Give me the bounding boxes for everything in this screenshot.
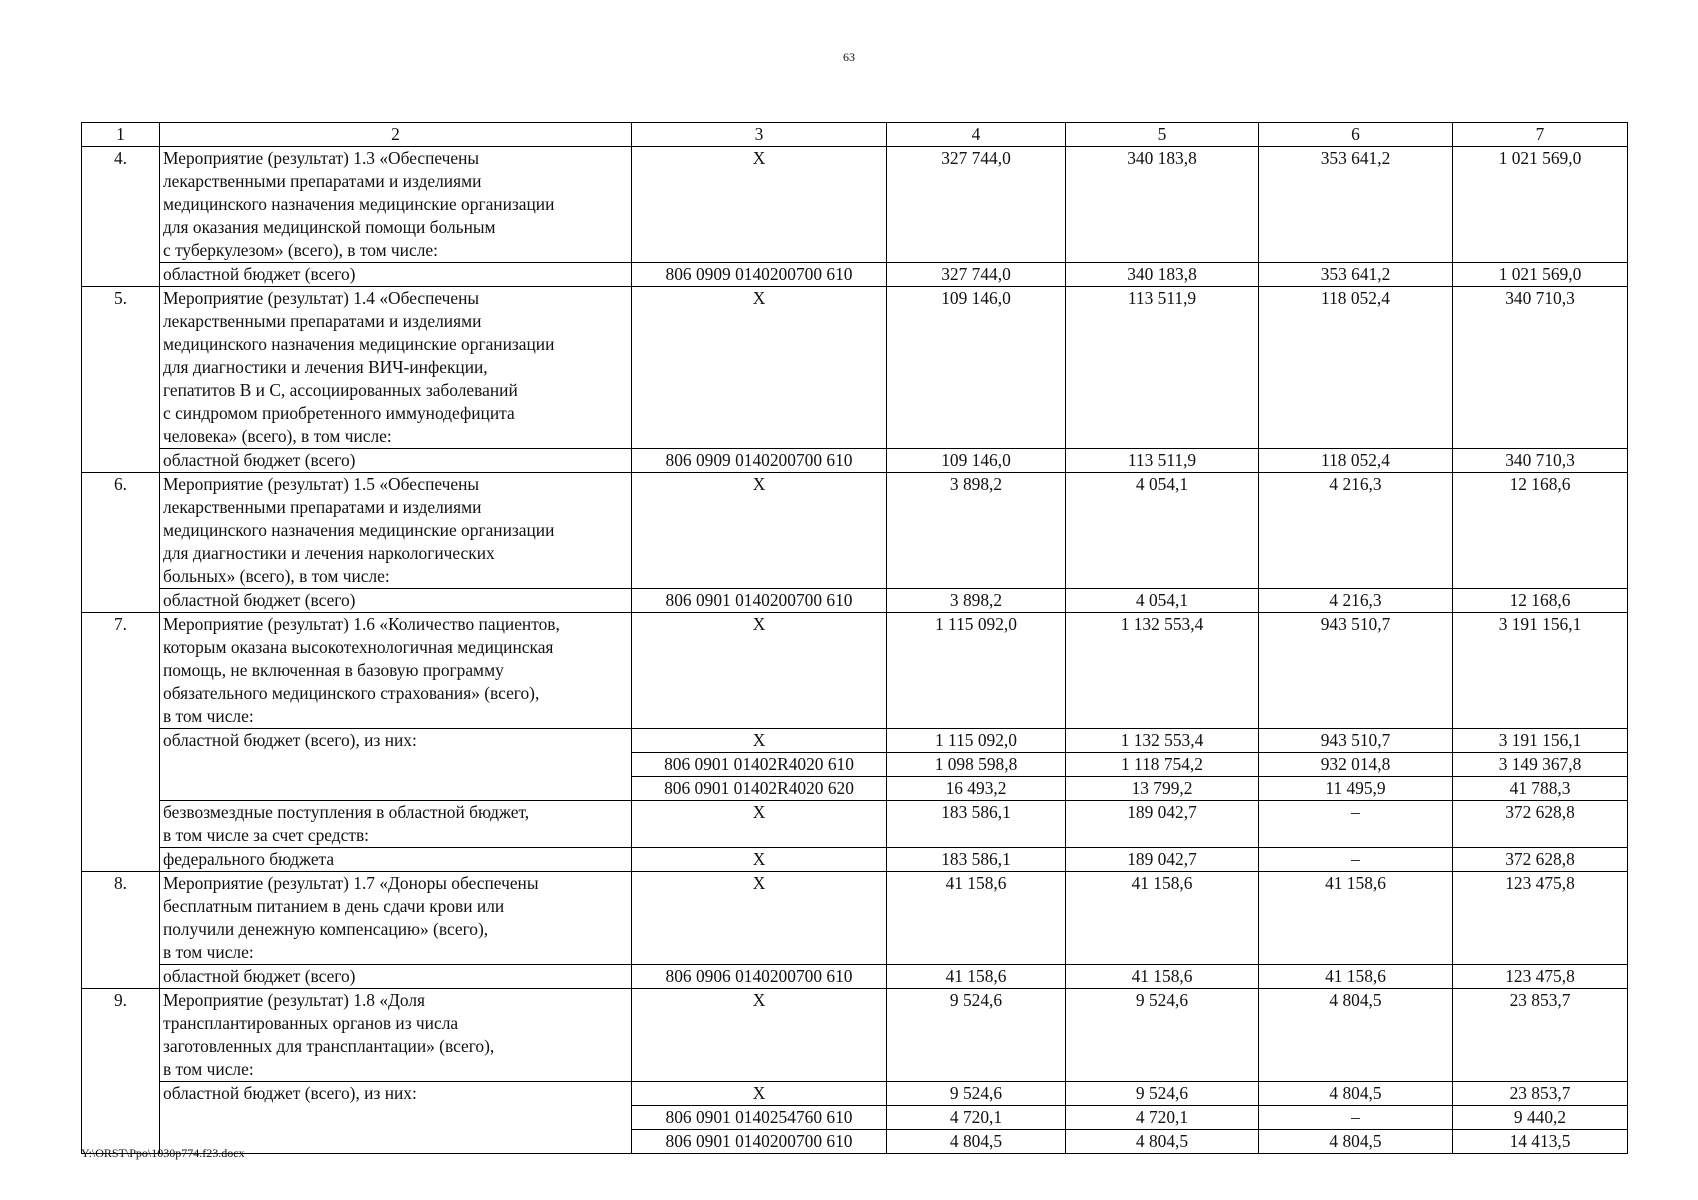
table-row <box>82 1082 1628 1106</box>
code-cell: 806 0909 0140200700 610 <box>632 449 887 473</box>
value-cell: 353 641,2 <box>1259 263 1453 287</box>
description-cell: областной бюджет (всего) <box>160 589 632 613</box>
code-cell: 806 0906 0140200700 610 <box>632 965 887 989</box>
value-cell: 3 191 156,1 <box>1453 613 1628 729</box>
value-cell: 183 586,1 <box>887 801 1066 848</box>
code-cell: X <box>632 729 887 753</box>
value-cell: 23 853,7 <box>1453 989 1628 1082</box>
value-cell: 1 098 598,8 <box>887 753 1066 777</box>
file-path-footer: Y:\ORST\Ppo\1030p774.f23.docx <box>81 1146 245 1160</box>
table-row <box>82 989 1628 1082</box>
value-cell: 943 510,7 <box>1259 613 1453 729</box>
value-cell: 943 510,7 <box>1259 729 1453 753</box>
header-cell: 5 <box>1066 123 1259 147</box>
value-cell: 123 475,8 <box>1453 872 1628 965</box>
row-number-cell: 9. <box>82 989 160 1154</box>
value-cell: 1 021 569,0 <box>1453 147 1628 263</box>
code-cell: X <box>632 801 887 848</box>
budget-table <box>81 122 1628 1154</box>
table-row <box>82 449 1628 473</box>
value-cell: 3 898,2 <box>887 589 1066 613</box>
description-cell: областной бюджет (всего) <box>160 263 632 287</box>
table-row <box>82 848 1628 872</box>
header-cell: 3 <box>632 123 887 147</box>
description-cell: областной бюджет (всего) <box>160 965 632 989</box>
description-cell: Мероприятие (результат) 1.5 «Обеспечены лекарственными препаратами и изделиями медицинского назначения медицинские организации для диагностики и лечения наркологических больных» (всего), в том числе: <box>160 473 632 589</box>
value-cell: 4 720,1 <box>887 1106 1066 1130</box>
description-cell: Мероприятие (результат) 1.4 «Обеспечены лекарственными препаратами и изделиями медицинского назначения медицинские организации для диагностики и лечения ВИЧ-инфекции, гепатитов B и C, ассоциированных заболеваний с синдромом приобретенного иммунодефицита человека» (всего), в том числе: <box>160 287 632 449</box>
value-cell: 4 216,3 <box>1259 473 1453 589</box>
row-number-cell: 5. <box>82 287 160 473</box>
value-cell: 16 493,2 <box>887 777 1066 801</box>
description-cell: областной бюджет (всего) <box>160 449 632 473</box>
description-cell: областной бюджет (всего), из них: <box>160 1082 632 1154</box>
description-cell: Мероприятие (результат) 1.6 «Количество пациентов, которым оказана высокотехнологичная медицинская помощь, не включенная в базовую программу обязательного медицинского страхования» (всего), в том числе: <box>160 613 632 729</box>
value-cell: 41 158,6 <box>887 965 1066 989</box>
value-cell: 118 052,4 <box>1259 287 1453 449</box>
value-cell: 12 168,6 <box>1453 589 1628 613</box>
header-cell: 7 <box>1453 123 1628 147</box>
value-cell: 113 511,9 <box>1066 287 1259 449</box>
value-cell: 1 115 092,0 <box>887 613 1066 729</box>
value-cell: 123 475,8 <box>1453 965 1628 989</box>
value-cell: 41 788,3 <box>1453 777 1628 801</box>
header-cell: 2 <box>160 123 632 147</box>
table-row <box>82 872 1628 965</box>
table-row <box>82 613 1628 729</box>
value-cell: 9 524,6 <box>887 1082 1066 1106</box>
value-cell: 340 710,3 <box>1453 449 1628 473</box>
value-cell: 189 042,7 <box>1066 848 1259 872</box>
value-cell: 327 744,0 <box>887 147 1066 263</box>
code-cell: 806 0901 01402R4020 610 <box>632 753 887 777</box>
table-row <box>82 729 1628 753</box>
value-cell: 41 158,6 <box>887 872 1066 965</box>
value-cell: 340 183,8 <box>1066 263 1259 287</box>
value-cell: 9 524,6 <box>887 989 1066 1082</box>
code-cell: 806 0901 01402R4020 620 <box>632 777 887 801</box>
value-cell: – <box>1259 801 1453 848</box>
value-cell: 9 524,6 <box>1066 989 1259 1082</box>
value-cell: 109 146,0 <box>887 449 1066 473</box>
value-cell: 4 804,5 <box>1259 1082 1453 1106</box>
code-cell: X <box>632 613 887 729</box>
header-cell: 1 <box>82 123 160 147</box>
table-row <box>82 473 1628 589</box>
value-cell: 4 804,5 <box>887 1130 1066 1154</box>
code-cell: 806 0901 0140200700 610 <box>632 589 887 613</box>
row-number-cell: 4. <box>82 147 160 287</box>
value-cell: – <box>1259 848 1453 872</box>
value-cell: 3 898,2 <box>887 473 1066 589</box>
header-cell: 6 <box>1259 123 1453 147</box>
value-cell: 4 804,5 <box>1066 1130 1259 1154</box>
value-cell: 1 115 092,0 <box>887 729 1066 753</box>
value-cell: 14 413,5 <box>1453 1130 1628 1154</box>
value-cell: 372 628,8 <box>1453 801 1628 848</box>
value-cell: 118 052,4 <box>1259 449 1453 473</box>
value-cell: 4 804,5 <box>1259 1130 1453 1154</box>
table-row <box>82 589 1628 613</box>
code-cell: X <box>632 1082 887 1106</box>
code-cell: X <box>632 989 887 1082</box>
description-cell: Мероприятие (результат) 1.7 «Доноры обеспечены бесплатным питанием в день сдачи крови или получили денежную компенсацию» (всего), в том числе: <box>160 872 632 965</box>
value-cell: 11 495,9 <box>1259 777 1453 801</box>
value-cell: 9 440,2 <box>1453 1106 1628 1130</box>
value-cell: 41 158,6 <box>1066 965 1259 989</box>
value-cell: 1 132 553,4 <box>1066 613 1259 729</box>
value-cell: 41 158,6 <box>1066 872 1259 965</box>
description-cell: Мероприятие (результат) 1.8 «Доля трансплантированных органов из числа заготовленных для трансплантации» (всего), в том числе: <box>160 989 632 1082</box>
code-cell: 806 0901 0140254760 610 <box>632 1106 887 1130</box>
value-cell: 4 054,1 <box>1066 589 1259 613</box>
value-cell: 9 524,6 <box>1066 1082 1259 1106</box>
table-row <box>82 801 1628 848</box>
description-cell: федерального бюджета <box>160 848 632 872</box>
code-cell: X <box>632 147 887 263</box>
value-cell: 41 158,6 <box>1259 872 1453 965</box>
value-cell: 109 146,0 <box>887 287 1066 449</box>
code-cell: X <box>632 473 887 589</box>
value-cell: 3 191 156,1 <box>1453 729 1628 753</box>
value-cell: 1 021 569,0 <box>1453 263 1628 287</box>
value-cell: 4 216,3 <box>1259 589 1453 613</box>
description-cell: областной бюджет (всего), из них: <box>160 729 632 801</box>
value-cell: 932 014,8 <box>1259 753 1453 777</box>
value-cell: – <box>1259 1106 1453 1130</box>
value-cell: 327 744,0 <box>887 263 1066 287</box>
table-row <box>82 263 1628 287</box>
code-cell: X <box>632 848 887 872</box>
value-cell: 4 720,1 <box>1066 1106 1259 1130</box>
value-cell: 113 511,9 <box>1066 449 1259 473</box>
table-row <box>82 287 1628 449</box>
value-cell: 1 132 553,4 <box>1066 729 1259 753</box>
row-number-cell: 6. <box>82 473 160 613</box>
description-cell: безвозмездные поступления в областной бюджет, в том числе за счет средств: <box>160 801 632 848</box>
page-number: 63 <box>843 50 855 64</box>
code-cell: 806 0901 0140200700 610 <box>632 1130 887 1154</box>
value-cell: 372 628,8 <box>1453 848 1628 872</box>
row-number-cell: 7. <box>82 613 160 872</box>
value-cell: 340 183,8 <box>1066 147 1259 263</box>
code-cell: 806 0909 0140200700 610 <box>632 263 887 287</box>
value-cell: 3 149 367,8 <box>1453 753 1628 777</box>
value-cell: 4 054,1 <box>1066 473 1259 589</box>
table-row <box>82 147 1628 263</box>
value-cell: 340 710,3 <box>1453 287 1628 449</box>
value-cell: 1 118 754,2 <box>1066 753 1259 777</box>
value-cell: 189 042,7 <box>1066 801 1259 848</box>
value-cell: 183 586,1 <box>887 848 1066 872</box>
value-cell: 13 799,2 <box>1066 777 1259 801</box>
code-cell: X <box>632 872 887 965</box>
table-row <box>82 965 1628 989</box>
value-cell: 4 804,5 <box>1259 989 1453 1082</box>
value-cell: 23 853,7 <box>1453 1082 1628 1106</box>
value-cell: 353 641,2 <box>1259 147 1453 263</box>
description-cell: Мероприятие (результат) 1.3 «Обеспечены лекарственными препаратами и изделиями медицинского назначения медицинские организации для оказания медицинской помощи больным с туберкулезом» (всего), в том числе: <box>160 147 632 263</box>
code-cell: X <box>632 287 887 449</box>
header-row <box>82 123 1628 147</box>
row-number-cell: 8. <box>82 872 160 989</box>
header-cell: 4 <box>887 123 1066 147</box>
value-cell: 41 158,6 <box>1259 965 1453 989</box>
value-cell: 12 168,6 <box>1453 473 1628 589</box>
